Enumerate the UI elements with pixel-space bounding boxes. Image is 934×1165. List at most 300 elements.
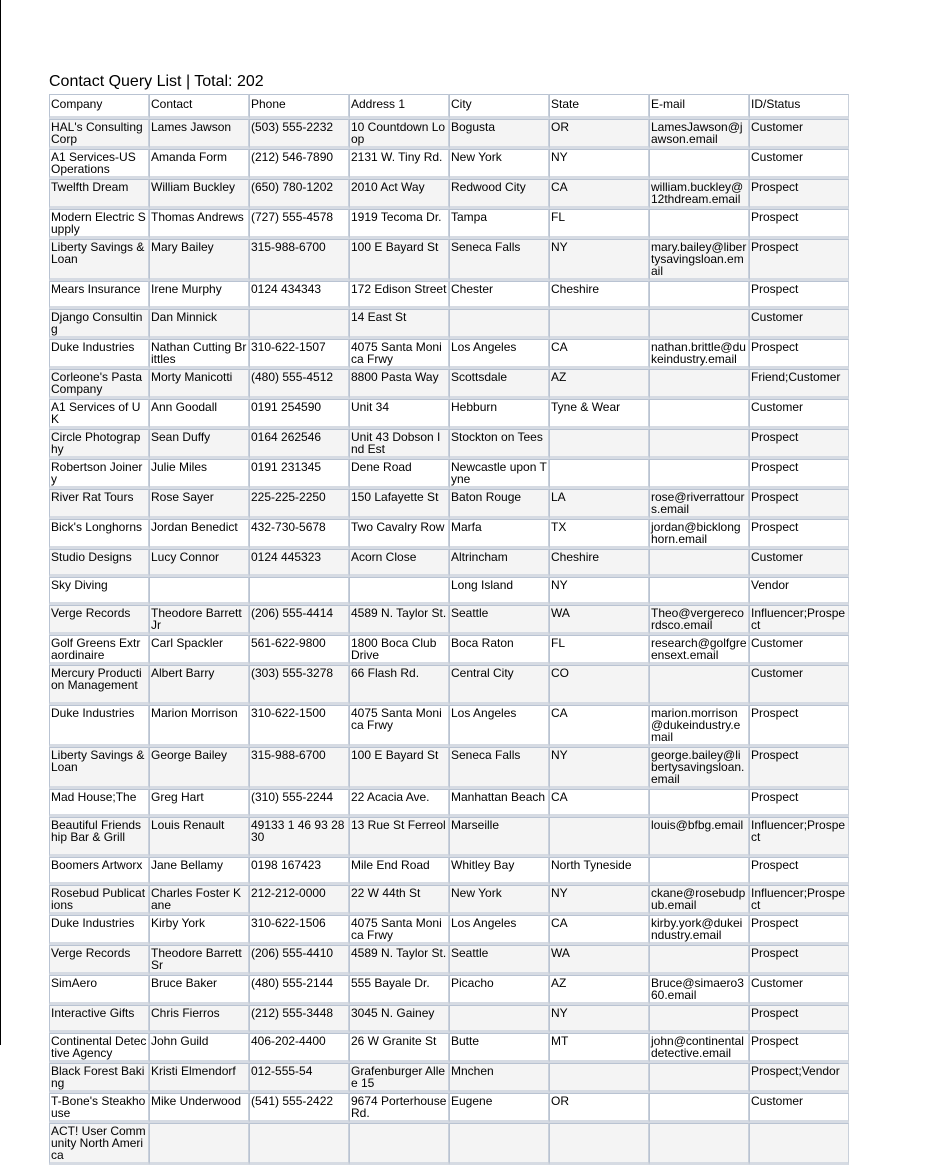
table-row xyxy=(49,1063,849,1093)
cell-address xyxy=(349,1123,449,1165)
table-row xyxy=(49,747,849,789)
cell-status xyxy=(749,1123,849,1165)
cell-phone: 432-730-5678 xyxy=(249,519,349,549)
cell-contact: Albert Barry xyxy=(149,665,249,705)
cell-state: FL xyxy=(549,209,649,239)
table-row xyxy=(49,339,849,369)
cell-contact: Lucy Connor xyxy=(149,549,249,577)
page-left-border xyxy=(0,0,1,1045)
cell-contact: Kristi Elmendorf xyxy=(149,1063,249,1093)
cell-state xyxy=(549,459,649,489)
cell-contact: Marion Morrison xyxy=(149,705,249,747)
cell-city: Redwood City xyxy=(449,179,549,209)
cell-city: Tampa xyxy=(449,209,549,239)
cell-status: Prospect xyxy=(749,789,849,817)
cell-contact: Amanda Form xyxy=(149,149,249,179)
table-row xyxy=(49,577,849,605)
cell-address: 4589 N. Taylor St. xyxy=(349,605,449,635)
cell-state: North Tyneside xyxy=(549,857,649,885)
column-header-phone: Phone xyxy=(249,94,349,119)
cell-status: Influencer;Prospect xyxy=(749,885,849,915)
cell-email: ckane@rosebudpub.email xyxy=(649,885,749,915)
cell-email xyxy=(649,577,749,605)
cell-state: CA xyxy=(549,789,649,817)
column-header-city: City xyxy=(449,94,549,119)
cell-state: Cheshire xyxy=(549,281,649,309)
cell-email: nathan.brittle@dukeindustry.email xyxy=(649,339,749,369)
cell-city: Bogusta xyxy=(449,119,549,149)
cell-state xyxy=(549,309,649,339)
table-row xyxy=(49,281,849,309)
cell-status: Customer xyxy=(749,309,849,339)
cell-address: 1919 Tecoma Dr. xyxy=(349,209,449,239)
cell-company: Duke Industries xyxy=(49,705,149,747)
cell-phone: 315-988-6700 xyxy=(249,747,349,789)
cell-status: Prospect xyxy=(749,747,849,789)
cell-phone: 0124 445323 xyxy=(249,549,349,577)
cell-address: 66 Flash Rd. xyxy=(349,665,449,705)
cell-company: ACT! User Community North America xyxy=(49,1123,149,1165)
cell-address: 100 E Bayard St xyxy=(349,747,449,789)
cell-email xyxy=(649,665,749,705)
cell-status: Customer xyxy=(749,549,849,577)
cell-email: research@golfgreensext.email xyxy=(649,635,749,665)
cell-phone: (480) 555-4512 xyxy=(249,369,349,399)
table-row xyxy=(49,945,849,975)
cell-email xyxy=(649,1093,749,1123)
cell-email: john@continentaldetective.email xyxy=(649,1033,749,1063)
cell-city: Los Angeles xyxy=(449,705,549,747)
cell-address: 10 Countdown Loop xyxy=(349,119,449,149)
cell-company: T-Bone's Steakhouse xyxy=(49,1093,149,1123)
cell-address: 150 Lafayette St xyxy=(349,489,449,519)
cell-state: NY xyxy=(549,885,649,915)
table-row xyxy=(49,789,849,817)
cell-status: Prospect xyxy=(749,179,849,209)
cell-email xyxy=(649,369,749,399)
table-row xyxy=(49,369,849,399)
cell-state: NY xyxy=(549,239,649,281)
cell-company: Liberty Savings & Loan xyxy=(49,747,149,789)
cell-company: Rosebud Publications xyxy=(49,885,149,915)
cell-city: Baton Rouge xyxy=(449,489,549,519)
cell-city xyxy=(449,309,549,339)
cell-phone: 225-225-2250 xyxy=(249,489,349,519)
cell-status: Prospect xyxy=(749,1033,849,1063)
cell-contact: Nathan Cutting Brittles xyxy=(149,339,249,369)
cell-contact xyxy=(149,1123,249,1165)
cell-phone: 0191 231345 xyxy=(249,459,349,489)
cell-state: NY xyxy=(549,577,649,605)
table-row xyxy=(49,1093,849,1123)
cell-contact: Carl Spackler xyxy=(149,635,249,665)
cell-state: WA xyxy=(549,605,649,635)
cell-status: Prospect xyxy=(749,705,849,747)
cell-address xyxy=(349,577,449,605)
cell-company: Continental Detective Agency xyxy=(49,1033,149,1063)
cell-phone: 315-988-6700 xyxy=(249,239,349,281)
cell-phone: (541) 555-2422 xyxy=(249,1093,349,1123)
table-row xyxy=(49,857,849,885)
cell-contact: Chris Fierros xyxy=(149,1005,249,1033)
cell-contact: Morty Manicotti xyxy=(149,369,249,399)
table-row xyxy=(49,1123,849,1165)
cell-address: 9674 Porterhouse Rd. xyxy=(349,1093,449,1123)
cell-city xyxy=(449,1123,549,1165)
table-row xyxy=(49,459,849,489)
cell-address: 4075 Santa Monica Frwy xyxy=(349,339,449,369)
cell-phone: (503) 555-2232 xyxy=(249,119,349,149)
cell-address: 14 East St xyxy=(349,309,449,339)
cell-state xyxy=(549,1123,649,1165)
cell-contact: Kirby York xyxy=(149,915,249,945)
cell-state: Cheshire xyxy=(549,549,649,577)
cell-status: Friend;Customer xyxy=(749,369,849,399)
cell-status: Prospect xyxy=(749,519,849,549)
cell-contact: Mike Underwood xyxy=(149,1093,249,1123)
cell-city: Eugene xyxy=(449,1093,549,1123)
cell-company: Black Forest Baking xyxy=(49,1063,149,1093)
cell-phone: 0124 434343 xyxy=(249,281,349,309)
cell-email xyxy=(649,1005,749,1033)
cell-status: Customer xyxy=(749,149,849,179)
cell-email: louis@bfbg.email xyxy=(649,817,749,857)
cell-state: CA xyxy=(549,339,649,369)
cell-phone: (206) 555-4414 xyxy=(249,605,349,635)
cell-address: 100 E Bayard St xyxy=(349,239,449,281)
table-row xyxy=(49,605,849,635)
cell-contact: Bruce Baker xyxy=(149,975,249,1005)
cell-email xyxy=(649,549,749,577)
table-row xyxy=(49,149,849,179)
table-header-row xyxy=(49,94,849,119)
cell-email xyxy=(649,281,749,309)
cell-company: HAL's Consulting Corp xyxy=(49,119,149,149)
cell-city: Chester xyxy=(449,281,549,309)
cell-email: kirby.york@dukeindustry.email xyxy=(649,915,749,945)
cell-phone: (650) 780-1202 xyxy=(249,179,349,209)
cell-email xyxy=(649,789,749,817)
cell-state: CA xyxy=(549,705,649,747)
cell-state: NY xyxy=(549,747,649,789)
cell-phone: 0164 262546 xyxy=(249,429,349,459)
cell-contact: Mary Bailey xyxy=(149,239,249,281)
cell-status: Prospect xyxy=(749,489,849,519)
cell-company: Verge Records xyxy=(49,605,149,635)
column-header-state: State xyxy=(549,94,649,119)
cell-status: Customer xyxy=(749,119,849,149)
cell-contact: Charles Foster Kane xyxy=(149,885,249,915)
table-row xyxy=(49,399,849,429)
cell-email: george.bailey@libertysavingsloan.email xyxy=(649,747,749,789)
cell-address: Mile End Road xyxy=(349,857,449,885)
cell-city xyxy=(449,1005,549,1033)
cell-city: Hebburn xyxy=(449,399,549,429)
cell-state: AZ xyxy=(549,975,649,1005)
table-row xyxy=(49,519,849,549)
cell-city: New York xyxy=(449,149,549,179)
cell-contact: Thomas Andrews xyxy=(149,209,249,239)
cell-phone: (480) 555-2144 xyxy=(249,975,349,1005)
cell-state: OR xyxy=(549,119,649,149)
cell-company: Sky Diving xyxy=(49,577,149,605)
cell-state xyxy=(549,817,649,857)
column-header-company: Company xyxy=(49,94,149,119)
cell-state: LA xyxy=(549,489,649,519)
cell-company: Verge Records xyxy=(49,945,149,975)
table-row xyxy=(49,179,849,209)
table-row xyxy=(49,635,849,665)
cell-phone: 310-622-1506 xyxy=(249,915,349,945)
cell-state: WA xyxy=(549,945,649,975)
cell-status: Customer xyxy=(749,635,849,665)
cell-status: Customer xyxy=(749,399,849,429)
cell-company: SimAero xyxy=(49,975,149,1005)
cell-company: Interactive Gifts xyxy=(49,1005,149,1033)
cell-email: LamesJawson@jawson.email xyxy=(649,119,749,149)
cell-company: Corleone's Pasta Company xyxy=(49,369,149,399)
table-row xyxy=(49,885,849,915)
cell-address: Acorn Close xyxy=(349,549,449,577)
cell-status: Prospect xyxy=(749,281,849,309)
cell-phone: 561-622-9800 xyxy=(249,635,349,665)
cell-status: Prospect xyxy=(749,239,849,281)
table-row xyxy=(49,489,849,519)
cell-phone xyxy=(249,309,349,339)
cell-contact: Irene Murphy xyxy=(149,281,249,309)
cell-city: Seneca Falls xyxy=(449,747,549,789)
table-row xyxy=(49,119,849,149)
cell-contact: Greg Hart xyxy=(149,789,249,817)
table-row xyxy=(49,239,849,281)
cell-city: Newcastle upon Tyne xyxy=(449,459,549,489)
cell-state: OR xyxy=(549,1093,649,1123)
column-header-status: ID/Status xyxy=(749,94,849,119)
cell-contact: Dan Minnick xyxy=(149,309,249,339)
cell-email xyxy=(649,857,749,885)
table-row xyxy=(49,665,849,705)
cell-company: Mad House;The xyxy=(49,789,149,817)
cell-state: CA xyxy=(549,179,649,209)
cell-company: Modern Electric Supply xyxy=(49,209,149,239)
cell-phone xyxy=(249,1123,349,1165)
cell-address: 22 W 44th St xyxy=(349,885,449,915)
cell-email xyxy=(649,209,749,239)
cell-city: Los Angeles xyxy=(449,915,549,945)
cell-city: Los Angeles xyxy=(449,339,549,369)
table-row xyxy=(49,975,849,1005)
cell-email: Bruce@simaero360.email xyxy=(649,975,749,1005)
cell-company: A1 Services of UK xyxy=(49,399,149,429)
cell-status: Prospect;Vendor xyxy=(749,1063,849,1093)
table-row xyxy=(49,429,849,459)
cell-contact: Jordan Benedict xyxy=(149,519,249,549)
cell-state: CO xyxy=(549,665,649,705)
cell-contact: Louis Renault xyxy=(149,817,249,857)
cell-phone: (303) 555-3278 xyxy=(249,665,349,705)
cell-status: Prospect xyxy=(749,209,849,239)
table-row xyxy=(49,1005,849,1033)
cell-address: Unit 43 Dobson Ind Est xyxy=(349,429,449,459)
cell-address: 4075 Santa Monica Frwy xyxy=(349,915,449,945)
cell-company: Django Consulting xyxy=(49,309,149,339)
cell-state: NY xyxy=(549,149,649,179)
cell-email: marion.morrison@dukeindustry.email xyxy=(649,705,749,747)
cell-state: AZ xyxy=(549,369,649,399)
cell-contact: Sean Duffy xyxy=(149,429,249,459)
cell-company: Beautiful Friendship Bar & Grill xyxy=(49,817,149,857)
cell-status: Customer xyxy=(749,975,849,1005)
cell-phone xyxy=(249,577,349,605)
table-row xyxy=(49,817,849,857)
cell-phone: 49133 1 46 93 28 30 xyxy=(249,817,349,857)
cell-phone: 212-212-0000 xyxy=(249,885,349,915)
cell-email xyxy=(649,149,749,179)
table-row xyxy=(49,549,849,577)
cell-phone: (212) 555-3448 xyxy=(249,1005,349,1033)
cell-email xyxy=(649,1063,749,1093)
cell-status: Prospect xyxy=(749,459,849,489)
cell-address: Two Cavalry Row xyxy=(349,519,449,549)
cell-contact: Rose Sayer xyxy=(149,489,249,519)
contact-table xyxy=(49,94,849,1165)
cell-contact: Julie Miles xyxy=(149,459,249,489)
cell-phone: 310-622-1507 xyxy=(249,339,349,369)
cell-email xyxy=(649,459,749,489)
cell-contact: William Buckley xyxy=(149,179,249,209)
cell-city: Altrincham xyxy=(449,549,549,577)
cell-city: Seattle xyxy=(449,605,549,635)
cell-phone: (206) 555-4410 xyxy=(249,945,349,975)
cell-contact: George Bailey xyxy=(149,747,249,789)
cell-phone: (727) 555-4578 xyxy=(249,209,349,239)
cell-state: Tyne & Wear xyxy=(549,399,649,429)
cell-company: Mercury Production Management xyxy=(49,665,149,705)
cell-email: jordan@bicklonghorn.email xyxy=(649,519,749,549)
cell-company: Studio Designs xyxy=(49,549,149,577)
table-row xyxy=(49,309,849,339)
cell-address: 13 Rue St Ferreol xyxy=(349,817,449,857)
cell-phone: (310) 555-2244 xyxy=(249,789,349,817)
cell-status: Customer xyxy=(749,665,849,705)
cell-status: Prospect xyxy=(749,857,849,885)
cell-address: Unit 34 xyxy=(349,399,449,429)
cell-address: 2131 W. Tiny Rd. xyxy=(349,149,449,179)
cell-address: 8800 Pasta Way xyxy=(349,369,449,399)
cell-city: Stockton on Tees xyxy=(449,429,549,459)
cell-company: Robertson Joinery xyxy=(49,459,149,489)
column-header-email: E-mail xyxy=(649,94,749,119)
cell-phone: (212) 546-7890 xyxy=(249,149,349,179)
cell-company: Bick's Longhorns xyxy=(49,519,149,549)
cell-address: 1800 Boca Club Drive xyxy=(349,635,449,665)
cell-city: Marseille xyxy=(449,817,549,857)
cell-status: Influencer;Prospect xyxy=(749,817,849,857)
cell-city: Whitley Bay xyxy=(449,857,549,885)
cell-state: CA xyxy=(549,915,649,945)
cell-address: 22 Acacia Ave. xyxy=(349,789,449,817)
cell-status: Prospect xyxy=(749,339,849,369)
cell-company: Liberty Savings & Loan xyxy=(49,239,149,281)
cell-contact: Ann Goodall xyxy=(149,399,249,429)
table-row xyxy=(49,209,849,239)
cell-email xyxy=(649,429,749,459)
cell-company: Mears Insurance xyxy=(49,281,149,309)
cell-address: 4075 Santa Monica Frwy xyxy=(349,705,449,747)
cell-city: Butte xyxy=(449,1033,549,1063)
cell-city: Scottsdale xyxy=(449,369,549,399)
cell-email xyxy=(649,1123,749,1165)
cell-address: Grafenburger Allee 15 xyxy=(349,1063,449,1093)
cell-city: Seneca Falls xyxy=(449,239,549,281)
cell-contact: Lames Jawson xyxy=(149,119,249,149)
table-row xyxy=(49,915,849,945)
cell-company: Twelfth Dream xyxy=(49,179,149,209)
cell-phone: 0191 254590 xyxy=(249,399,349,429)
cell-contact: Theodore Barrett Sr xyxy=(149,945,249,975)
cell-status: Customer xyxy=(749,1093,849,1123)
cell-contact: Theodore Barrett Jr xyxy=(149,605,249,635)
cell-company: Golf Greens Extraordinaire xyxy=(49,635,149,665)
cell-status: Influencer;Prospect xyxy=(749,605,849,635)
report-title: Contact Query List | Total: 202 xyxy=(49,73,264,90)
cell-status: Prospect xyxy=(749,945,849,975)
cell-address: 4589 N. Taylor St. xyxy=(349,945,449,975)
cell-status: Prospect xyxy=(749,915,849,945)
cell-state xyxy=(549,429,649,459)
column-header-address: Address 1 xyxy=(349,94,449,119)
cell-email xyxy=(649,309,749,339)
cell-status: Vendor xyxy=(749,577,849,605)
cell-address: 3045 N. Gainey xyxy=(349,1005,449,1033)
cell-company: Duke Industries xyxy=(49,339,149,369)
cell-city: Marfa xyxy=(449,519,549,549)
cell-phone: 406-202-4400 xyxy=(249,1033,349,1063)
cell-city: Manhattan Beach xyxy=(449,789,549,817)
cell-address: 172 Edison Street xyxy=(349,281,449,309)
cell-company: Circle Photography xyxy=(49,429,149,459)
cell-phone: 012-555-54 xyxy=(249,1063,349,1093)
cell-city: Mnchen xyxy=(449,1063,549,1093)
cell-company: Duke Industries xyxy=(49,915,149,945)
cell-company: A1 Services-US Operations xyxy=(49,149,149,179)
cell-state xyxy=(549,1063,649,1093)
cell-phone: 310-622-1500 xyxy=(249,705,349,747)
cell-city: Long Island xyxy=(449,577,549,605)
cell-address: 26 W Granite St xyxy=(349,1033,449,1063)
cell-address: 2010 Act Way xyxy=(349,179,449,209)
table-row xyxy=(49,1033,849,1063)
cell-status: Prospect xyxy=(749,1005,849,1033)
cell-state: MT xyxy=(549,1033,649,1063)
cell-company: River Rat Tours xyxy=(49,489,149,519)
cell-state: FL xyxy=(549,635,649,665)
cell-address: Dene Road xyxy=(349,459,449,489)
cell-city: New York xyxy=(449,885,549,915)
cell-email: rose@riverrattours.email xyxy=(649,489,749,519)
table-body xyxy=(49,119,849,1165)
cell-address: 555 Bayale Dr. xyxy=(349,975,449,1005)
cell-city: Boca Raton xyxy=(449,635,549,665)
cell-status: Prospect xyxy=(749,429,849,459)
cell-email xyxy=(649,945,749,975)
cell-email: william.buckley@12thdream.email xyxy=(649,179,749,209)
column-header-contact: Contact xyxy=(149,94,249,119)
cell-contact xyxy=(149,577,249,605)
cell-email: mary.bailey@libertysavingsloan.email xyxy=(649,239,749,281)
cell-contact: Jane Bellamy xyxy=(149,857,249,885)
cell-state: TX xyxy=(549,519,649,549)
